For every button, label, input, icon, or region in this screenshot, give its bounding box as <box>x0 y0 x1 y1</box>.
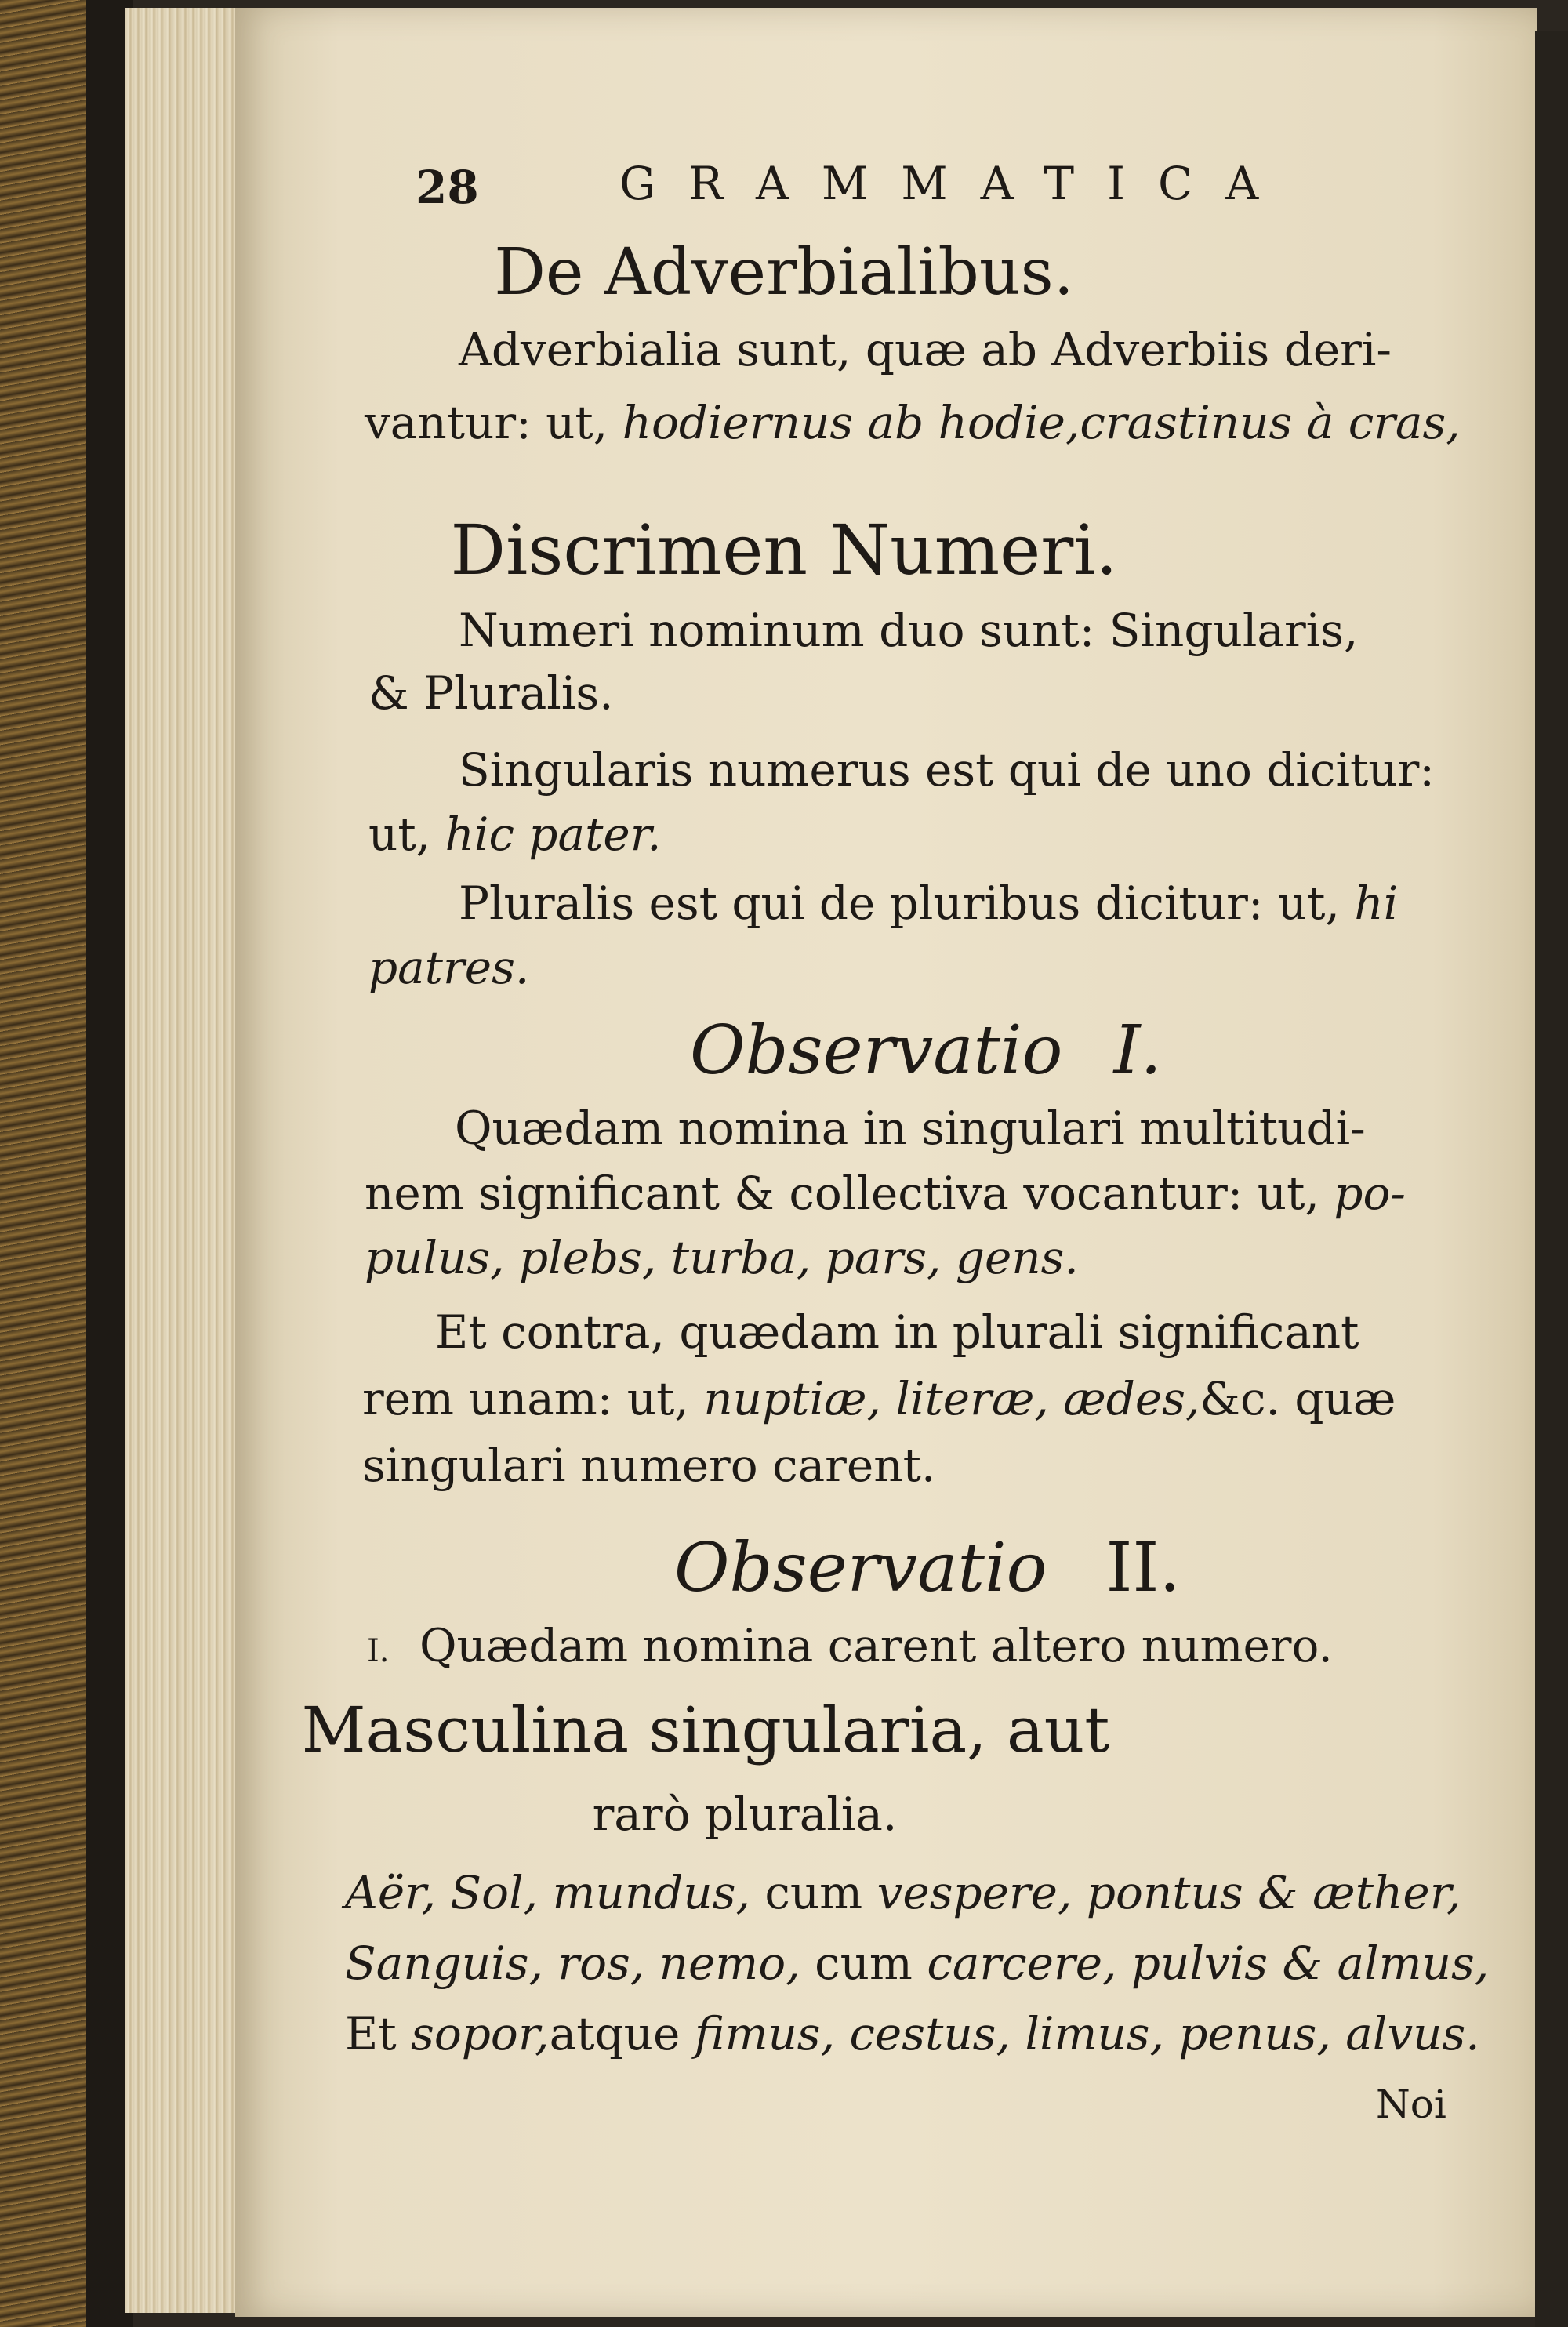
text-line: I. Quædam nomina carent altero numero. <box>367 1619 1333 1672</box>
observatio-heading-1: Observatio I. <box>690 1011 1162 1090</box>
text-line: Et contra, quædam in plurali significant <box>435 1305 1359 1359</box>
catchword: Noi <box>1376 2082 1446 2127</box>
text-line: rem unam: ut, nuptiæ, literæ, ædes,&c. quæ <box>362 1372 1396 1425</box>
text-line: pulus, plebs, turba, pars, gens. <box>365 1231 1079 1284</box>
subheading-raro-pluralia: rarò pluralia. <box>592 1788 898 1841</box>
text-line: Singularis numerus est qui de uno dicitur: <box>459 743 1435 797</box>
section-heading-discrimen: Discrimen Numeri. <box>450 510 1118 590</box>
running-head: GRAMMATICA <box>619 157 1292 210</box>
book-right-edge <box>1535 31 1568 2327</box>
subheading-masculina: Masculina singularia, aut <box>301 1694 1110 1766</box>
text-line: singulari numero carent. <box>362 1439 936 1492</box>
text-line: Quædam nomina in singulari multitudi- <box>455 1102 1366 1155</box>
text-line: patres. <box>368 941 530 994</box>
text-line: vantur: ut, hodiernus ab hodie,crastinus à cras, <box>365 396 1461 449</box>
verse-line: Aër, Sol, mundus, cum vespere, pontus & æther, <box>345 1866 1461 1919</box>
section-heading-adverbialibus: De Adverbialibus. <box>494 235 1074 310</box>
text-line: & Pluralis. <box>368 666 614 720</box>
text-line: Adverbialia sunt, quæ ab Adverbiis deri- <box>459 323 1392 376</box>
text-line: ut, hic pater. <box>368 808 662 861</box>
text-line: Pluralis est qui de pluribus dicitur: ut, hi <box>459 877 1399 930</box>
text-line: Numeri nominum duo sunt: Singularis, <box>459 604 1359 657</box>
page-number: 28 <box>416 161 479 214</box>
observatio-heading-2: Observatio II. <box>674 1529 1181 1607</box>
verse-line: Et sopor,atque fimus, cestus, limus, penus, alvus. <box>345 2007 1480 2060</box>
text-line: nem significant & collectiva vocantur: ut, po- <box>365 1167 1406 1220</box>
verse-line: Sanguis, ros, nemo, cum carcere, pulvis & almus, <box>345 1937 1490 1990</box>
